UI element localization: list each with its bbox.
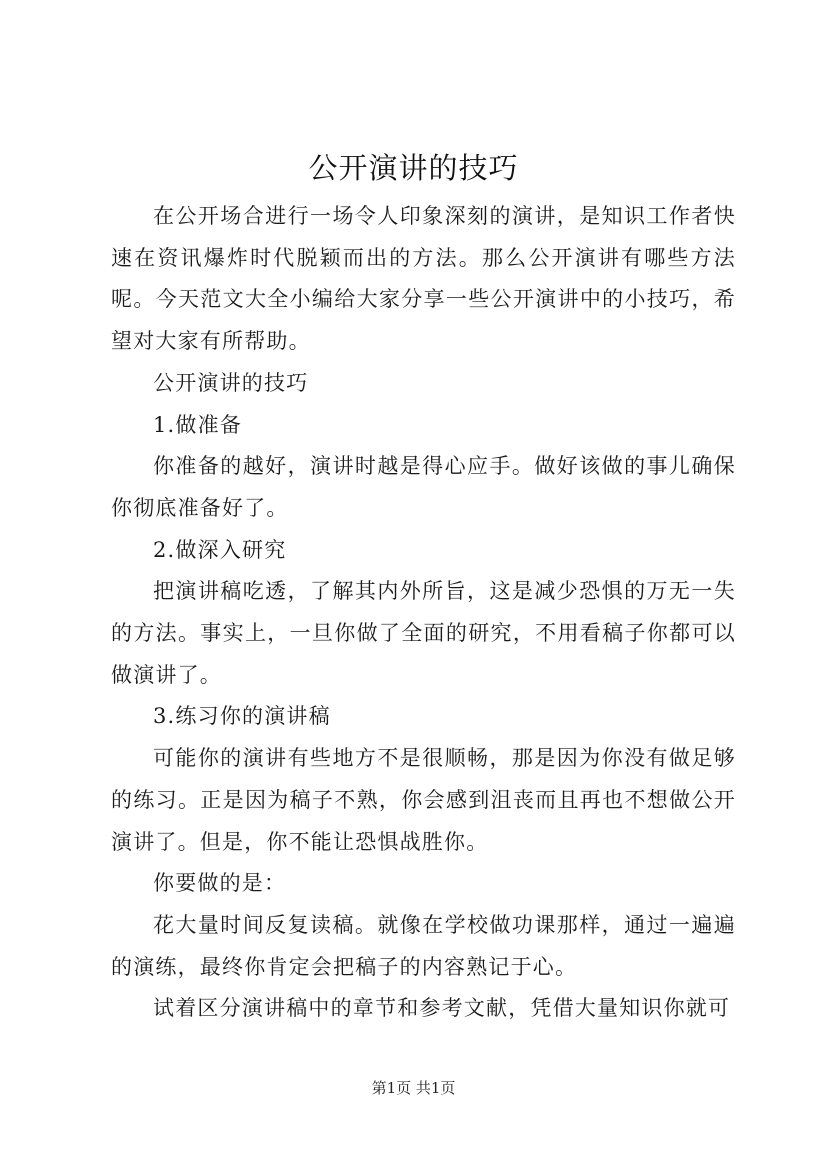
tip-heading-3: 3.练习你的演讲稿 — [153, 704, 331, 729]
document-title: 公开演讲的技巧 — [308, 151, 519, 185]
paragraph: 花大量时间反复读稿。就像在学校做功课那样，通过一遍遍的演练，最终你肯定会把稿子的内容熟记于心。 — [111, 912, 736, 979]
paragraph-intro: 在公开场合进行一场令人印象深刻的演讲，是知识工作者快速在资讯爆炸时代脱颖而出的方法。那么公开演讲有哪些方法呢。今天范文大全小编给大家分享一些公开演讲中的小技巧，希望对大家有所帮助。 — [111, 204, 736, 354]
paragraph: 你要做的是： — [153, 871, 287, 896]
document-body — [111, 196, 736, 1030]
paragraph: 你准备的越好，演讲时越是得心应手。做好该做的事儿确保你彻底准备好了。 — [111, 454, 736, 520]
section-heading: 公开演讲的技巧 — [153, 370, 309, 395]
paragraph: 把演讲稿吃透，了解其内外所旨，这是减少恐惧的万无一失的方法。事实上，一旦你做了全面的研究，不用看稿子你都可以做演讲了。 — [111, 579, 736, 687]
page-footer: 第1页 共1页 — [371, 1079, 456, 1097]
tip-heading-2: 2.做深入研究 — [153, 537, 287, 562]
tip-heading-1: 1.做准备 — [153, 412, 243, 437]
paragraph: 可能你的演讲有些地方不是很顺畅，那是因为你没有做足够的练习。正是因为稿子不熟，你会感到沮丧而且再也不想做公开演讲了。但是，你不能让恐惧战胜你。 — [111, 746, 736, 854]
paragraph: 试着区分演讲稿中的章节和参考文献，凭借大量知识你就可 — [153, 996, 731, 1021]
